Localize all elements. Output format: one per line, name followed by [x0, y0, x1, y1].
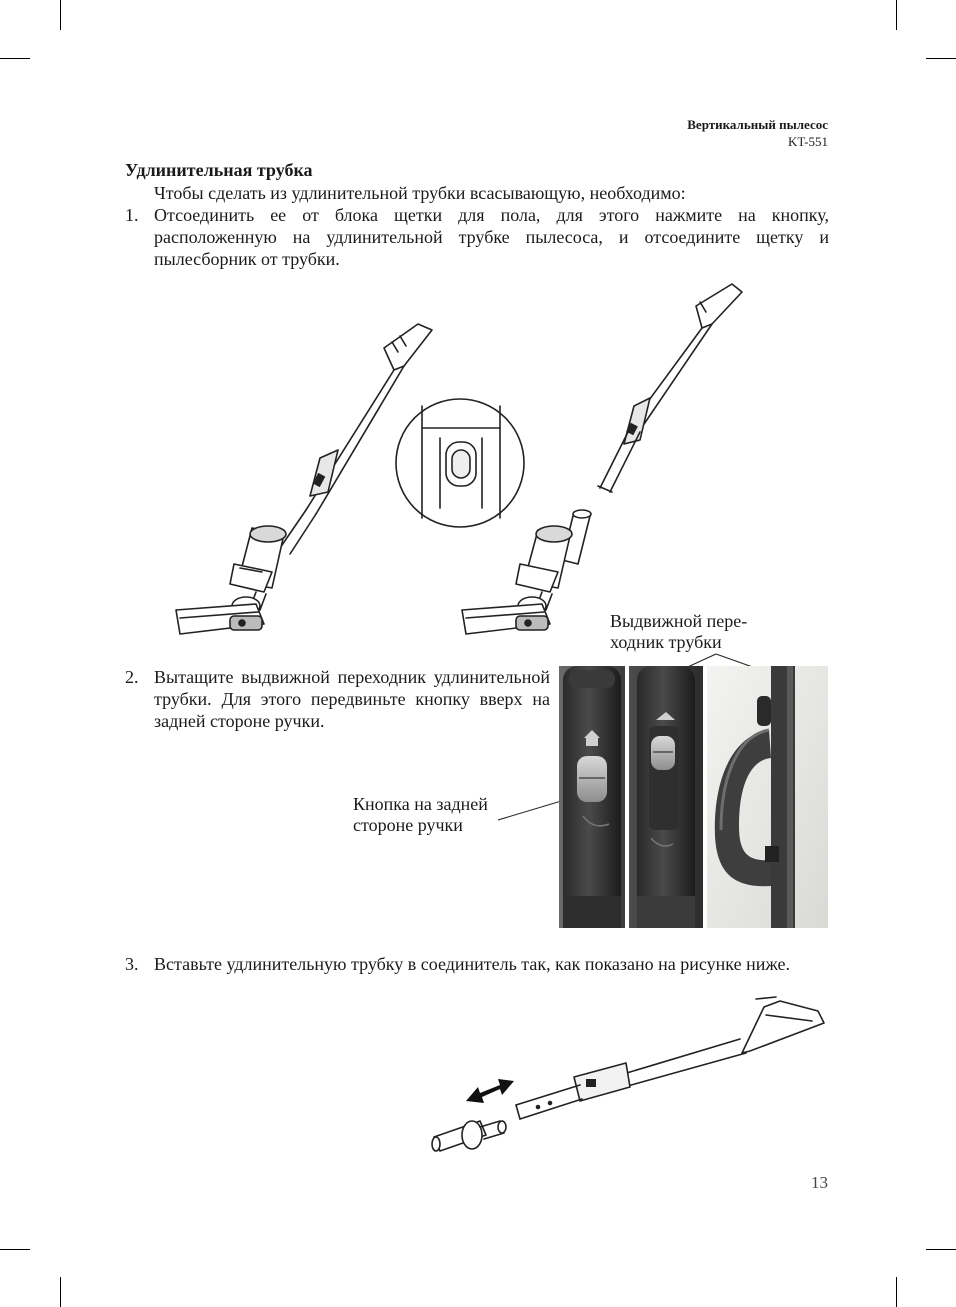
photo-handle-side [707, 666, 828, 928]
extension-tube-drawing [516, 997, 824, 1119]
connector-drawing [432, 1121, 506, 1151]
section-title: Удлинительная трубка [125, 160, 313, 180]
callout-line: ходник трубки [610, 632, 722, 652]
page-number: 13 [811, 1173, 828, 1192]
step-number: 2. [125, 667, 139, 687]
step-number: 1. [125, 205, 139, 225]
header-title: Вертикальный пылесос [687, 117, 828, 132]
callout-line: Выдвижной пере- [610, 611, 748, 631]
double-arrow-icon [466, 1079, 514, 1103]
step-number: 3. [125, 954, 139, 974]
photo-handle-rear-1 [559, 666, 625, 928]
step-text: Вставьте удлинительную трубку в соединитель так, как показано на рисунке ниже. [154, 954, 791, 974]
step-text: Вытащите выдвижной переходник удлинительной трубки. Для этого передвиньте кнопку вверх на задней стороне ручки. [154, 667, 550, 731]
photo-handle-rear-2 [629, 666, 703, 928]
section-intro: Чтобы сделать из удлинительной трубки всасывающую, необходимо: [154, 183, 686, 203]
header-model: KT-551 [788, 134, 828, 149]
photo-panel-handle [559, 666, 828, 928]
callout-line: стороне ручки [353, 815, 463, 835]
callout-line: Кнопка на задней [353, 794, 488, 814]
figure-tube-connector [420, 995, 830, 1160]
step-text: Отсоединить ее от блока щетки для пола, для этого нажмите на кнопку, расположенную на удлинительной трубке пылесоса, и отсоедините щетку и пылесборник от трубки. [154, 205, 829, 269]
